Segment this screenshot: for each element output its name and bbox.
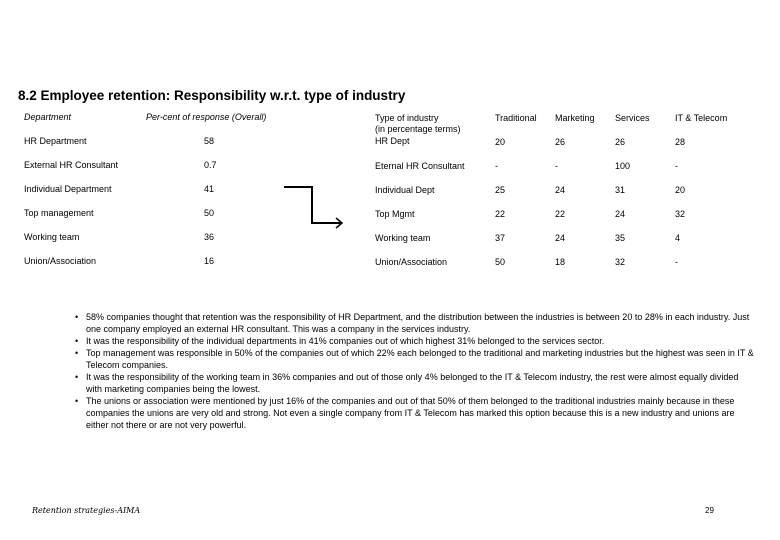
- right-header-line1: Type of industry: [375, 113, 439, 123]
- left-row-value: 41: [204, 184, 215, 194]
- right-cell: 18: [555, 257, 566, 267]
- right-row-label: Working team: [375, 233, 431, 243]
- right-row-label: HR Dept: [375, 136, 410, 146]
- right-cell: 26: [555, 137, 566, 147]
- left-row-label: Union/Association: [24, 256, 97, 266]
- right-header-line2: (in percentage terms): [375, 124, 461, 134]
- left-row-value: 0.7: [204, 160, 217, 170]
- list-item: • 58% companies thought that retention was the responsibility of HR Department, and the distribution between the industries is between 20 to 28% in each industry. Just one company employed an external HR consultant. This was a company in the services industry.: [75, 311, 755, 335]
- list-item: • It was the responsibility of the working team in 36% companies and out of those only 4% belonged to the IT & Telecom industry, the rest were almost equally divided with marketing companies being the lowest.: [75, 371, 755, 395]
- right-cell: 50: [495, 257, 506, 267]
- right-cell: 25: [495, 185, 506, 195]
- section-title: 8.2 Employee retention: Responsibility w.r.t. type of industry: [18, 88, 406, 103]
- page-number: 29: [705, 506, 714, 515]
- right-row-label: Top Mgmt: [375, 209, 415, 219]
- col-header-traditional: Traditional: [495, 113, 537, 123]
- right-cell: 32: [675, 209, 686, 219]
- right-cell: -: [495, 161, 498, 171]
- right-row-label: Individual Dept: [375, 185, 435, 195]
- right-cell: -: [555, 161, 558, 171]
- right-cell: 20: [495, 137, 506, 147]
- left-row-label: Working team: [24, 232, 80, 242]
- connector-arrow-icon: [280, 180, 350, 230]
- right-cell: 24: [555, 185, 566, 195]
- right-cell: -: [675, 257, 678, 267]
- right-cell: 22: [555, 209, 566, 219]
- left-row-value: 36: [204, 232, 215, 242]
- col-header-department: Department: [24, 112, 72, 122]
- left-row-label: HR Department: [24, 136, 87, 146]
- right-cell: 32: [615, 257, 626, 267]
- left-row-value: 16: [204, 256, 215, 266]
- right-cell: -: [675, 161, 678, 171]
- right-cell: 24: [555, 233, 566, 243]
- right-cell: 26: [615, 137, 626, 147]
- right-cell: 24: [615, 209, 626, 219]
- right-cell: 4: [675, 233, 681, 243]
- list-item: • The unions or association were mentioned by just 16% of the companies and out of that 50% of them belonged to the traditional industries mainly because in these companies the unions are very old and strong. Not even a single company from IT & Telecom has marked this option because this is a new industry and unions are either not there or are not very powerful.: [75, 395, 755, 431]
- left-row-value: 58: [204, 136, 215, 146]
- list-item: • It was the responsibility of the individual departments in 41% companies out of which highest 31% belonged to the services sector.: [75, 335, 755, 347]
- left-row-label: External HR Consultant: [24, 160, 119, 170]
- left-row-label: Individual Department: [24, 184, 112, 194]
- col-header-it-telecom: IT & Telecom: [675, 113, 728, 123]
- col-header-services: Services: [615, 113, 650, 123]
- right-cell: 37: [495, 233, 506, 243]
- right-cell: 35: [615, 233, 626, 243]
- right-cell: 28: [675, 137, 686, 147]
- right-cell: 31: [615, 185, 626, 195]
- col-header-percent: Per-cent of response (Overall): [146, 112, 267, 122]
- left-row-label: Top management: [24, 208, 94, 218]
- right-cell: 22: [495, 209, 506, 219]
- col-header-marketing: Marketing: [555, 113, 595, 123]
- right-cell: 20: [675, 185, 686, 195]
- right-row-label: Eternal HR Consultant: [375, 161, 465, 171]
- right-cell: 100: [615, 161, 631, 171]
- footer-source: Retention strategies-AIMA: [32, 506, 141, 515]
- right-row-label: Union/Association: [375, 257, 448, 267]
- left-row-value: 50: [204, 208, 215, 218]
- list-item: • Top management was responsible in 50% of the companies out of which 22% each belonged to the traditional and marketing industries but the highest was seen in IT & Telecom companies.: [75, 347, 755, 371]
- findings-list: [75, 311, 755, 431]
